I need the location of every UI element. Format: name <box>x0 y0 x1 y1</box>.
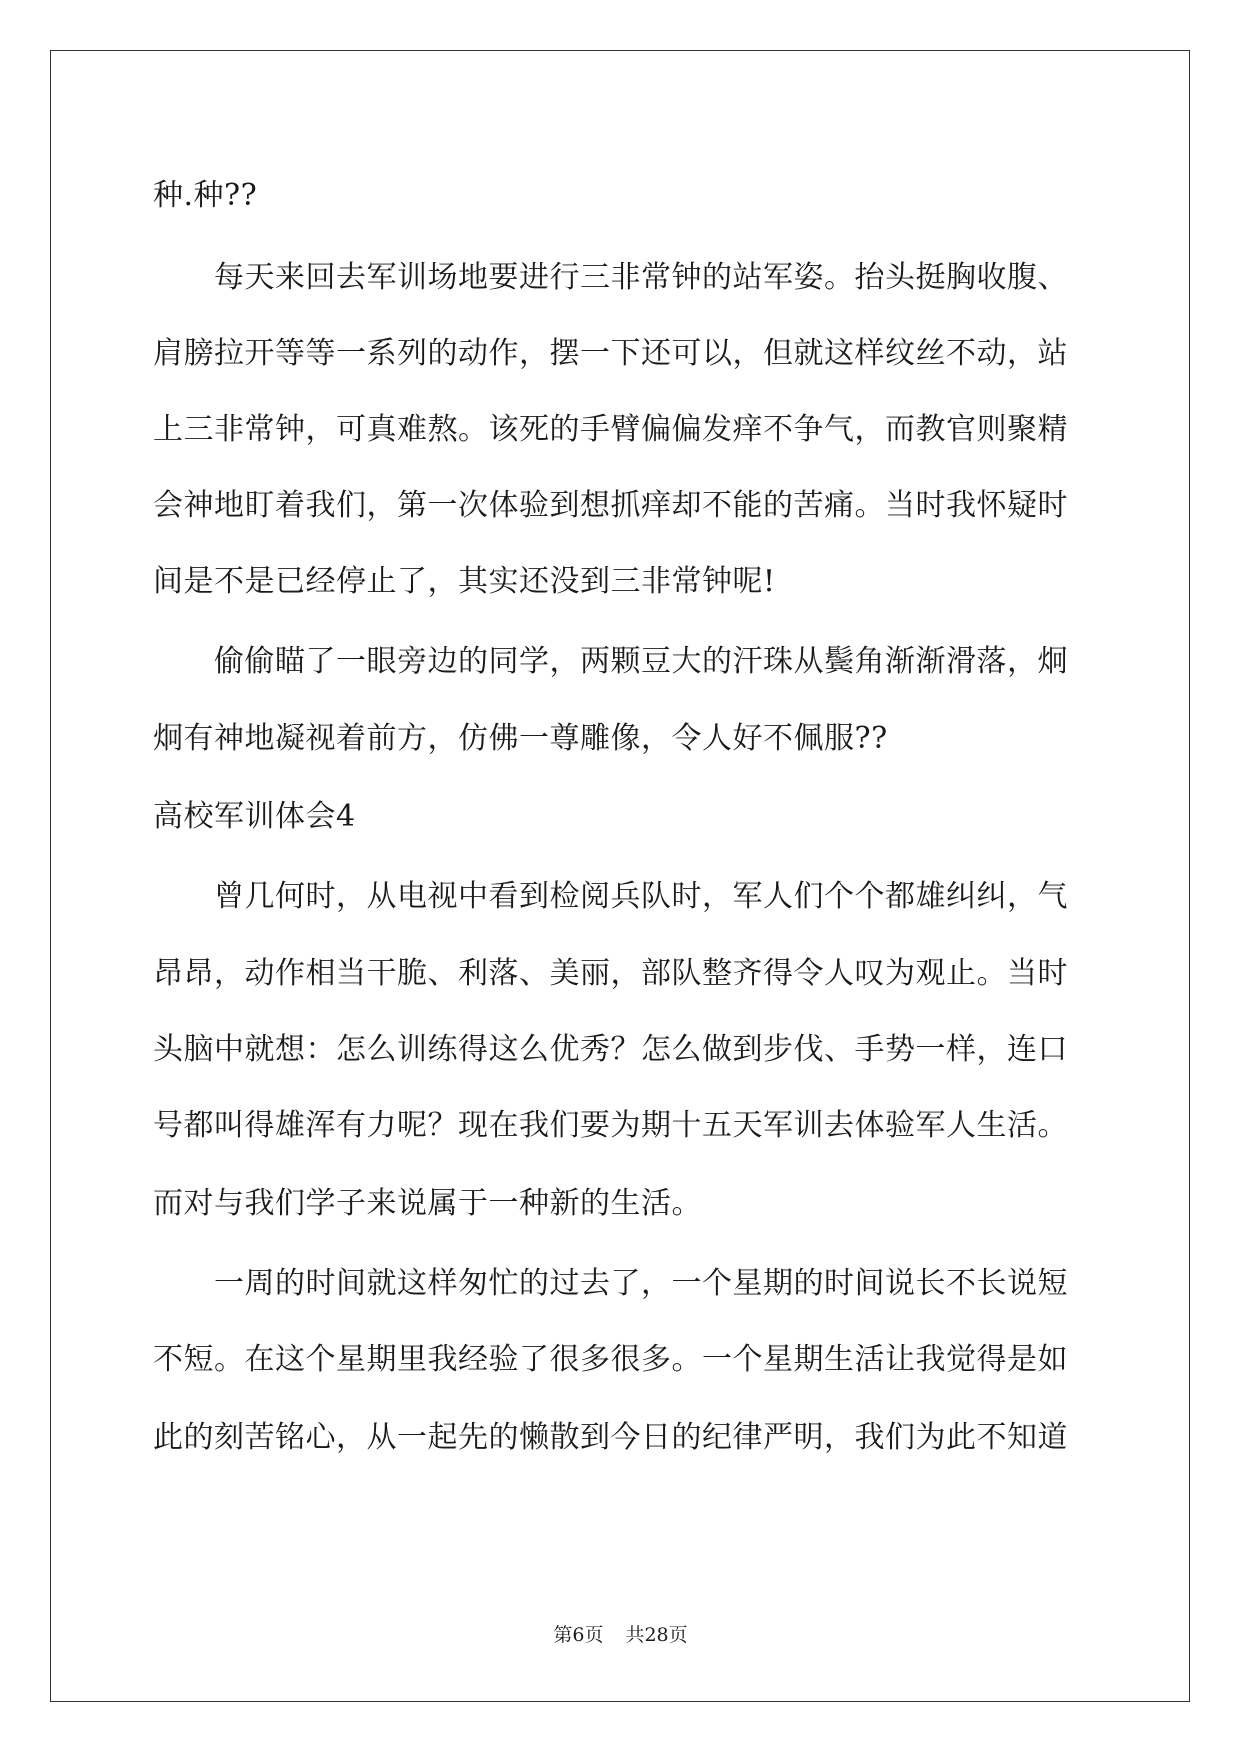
text-line-1: 种.种?? <box>153 178 258 213</box>
text-line-5: 会神地盯着我们，第一次体验到想抓痒却不能的苦痛。当时我怀疑时 <box>153 488 1068 523</box>
text-line-4: 上三非常钟，可真难熬。该死的手臂偏偏发痒不争气，而教官则聚精 <box>153 412 1068 447</box>
text-line-11: 昂昂，动作相当干脆、利落、美丽，部队整齐得令人叹为观止。当时 <box>153 956 1068 991</box>
text-line-12: 头脑中就想：怎么训练得这么优秀？怎么做到步伐、手势一样，连口 <box>153 1032 1068 1067</box>
text-line-10: 曾几何时，从电视中看到检阅兵队时，军人们个个都雄纠纠，气 <box>153 879 1068 914</box>
text-line-7: 偷偷瞄了一眼旁边的同学，两颗豆大的汗珠从鬓角渐渐滑落，炯 <box>153 644 1068 679</box>
text-line-6: 间是不是已经停止了，其实还没到三非常钟呢! <box>153 564 776 599</box>
text-line-15: 一周的时间就这样匆忙的过去了，一个星期的时间说长不长说短 <box>153 1266 1068 1301</box>
text-line-16: 不短。在这个星期里我经验了很多很多。一个星期生活让我觉得是如 <box>153 1342 1068 1377</box>
text-line-8: 炯有神地凝视着前方，仿佛一尊雕像，令人好不佩服?? <box>153 721 888 756</box>
section-heading: 高校军训体会4 <box>153 799 356 834</box>
text-line-14: 而对与我们学子来说属于一种新的生活。 <box>153 1186 702 1221</box>
page-number-total: 共28页 <box>625 1624 688 1646</box>
text-line-3: 肩膀拉开等等一系列的动作，摆一下还可以，但就这样纹丝不动，站 <box>153 336 1068 371</box>
text-line-2: 每天来回去军训场地要进行三非常钟的站军姿。抬头挺胸收腹、 <box>153 260 1068 295</box>
page-number-current: 第6页 <box>553 1624 604 1646</box>
page-footer <box>0 1620 1241 1647</box>
text-line-13: 号都叫得雄浑有力呢？现在我们要为期十五天军训去体验军人生活。 <box>153 1108 1068 1143</box>
text-line-17: 此的刻苦铭心，从一起先的懒散到今日的纪律严明，我们为此不知道 <box>153 1420 1068 1455</box>
